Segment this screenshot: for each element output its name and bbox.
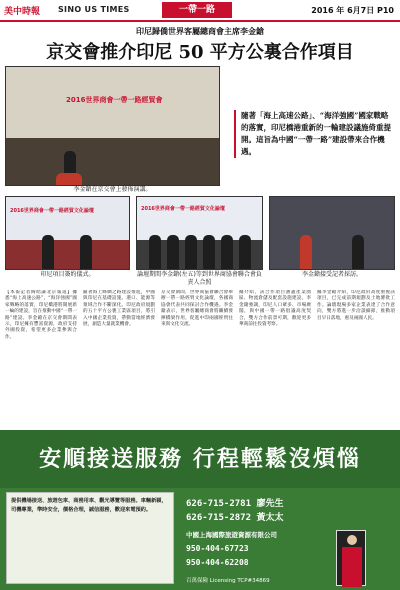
section-tab: 一帶一路 xyxy=(162,2,232,18)
date-page: 2016 年 6月7日 P10 xyxy=(311,6,394,15)
person-figure xyxy=(203,235,215,269)
ad-company: 中國上海國際旅遊資源有限公司 xyxy=(186,531,277,539)
person-figure xyxy=(42,235,54,269)
person-figure xyxy=(185,235,197,269)
person-figure xyxy=(239,235,251,269)
ad-note: 百萬保險 Licensing TCP#34869 xyxy=(186,578,270,584)
photo-signing xyxy=(5,196,130,270)
reporter-figure xyxy=(300,235,312,269)
paper-logo: 美中時報 xyxy=(4,7,41,17)
article-column: 據介紹，該合作項目涵蓋產業園區、物流倉儲及配套設施建設。李金鎗強調，印尼人口眾多、市場廣闊，與中國一帶一路倡議高度契合，雙方合作前景可期，歡迎更多華商前往投資考察。 xyxy=(239,290,311,328)
person-figure xyxy=(167,235,179,269)
pull-quote: 隨著「海上高速公路」、“海洋強國”國家戰略的落實，印尼橋港重新的一輪建設議施倚重提開。這旨為中國“一帶一路”建設帶來合作機遇。 xyxy=(234,110,394,158)
ad-description: 提供機場接送、旅遊包車、商務用車、觀光導覽等服務。車輛新穎，司機專業，準時安全，價格合理，誠信服務，歡迎來電預約。 xyxy=(6,492,174,584)
article-column: 據李金鎗介紹，印尼政府高度重視該項目，已完成前期規劃及土地審批工作。論壇現場多家企業表達了合作意向，雙方將進一步洽談細節，推動項目早日落地，惠及兩國人民。 xyxy=(317,290,395,321)
paper-name: SINO US TIMES xyxy=(58,5,130,14)
photo-speech xyxy=(5,66,220,186)
article-headline: 京交會推介印尼 50 平方公裏合作項目 xyxy=(46,42,354,63)
photo-caption: 論壇期間李金鎗(左五)等到世界商協會聯合會負責人合照 xyxy=(137,271,262,286)
photo-group xyxy=(136,196,263,270)
article-kicker: 印尼歸僑世界客屬總商會主席李金鎗 xyxy=(136,27,264,36)
photo-banner-text: 2016世界商會一帶一路經貿會 xyxy=(66,96,163,104)
photo-caption: 李金鎗在京交會上發佈演講。 xyxy=(73,186,152,193)
ad-phone: 950-404-67723 xyxy=(186,544,249,553)
ad-title: 安順接送服務 行程輕鬆沒煩惱 xyxy=(39,447,361,472)
interviewee-figure xyxy=(352,235,364,269)
article-column: 【本報記者陶昭謙北京報道】據悉“海上高速公路”，“海洋強國”國家戰略的落實，印尼橋港將開展新一輪的建設，旨在推動中國“一帶一路”建設。李金鎗在京交會期間表示，印尼擁有豐富資源，政府支持外國投資，希望更多企業參與合作。 xyxy=(5,290,77,340)
podium-flowers xyxy=(56,173,82,185)
photo-banner-text: 2016世界商會一帶一路經貿文化論壇 xyxy=(10,208,94,214)
photo-caption: 李金鎗接受記者採訪。 xyxy=(301,271,362,278)
ad-phone: 626-715-2781 廖先生 xyxy=(186,499,284,509)
photo-banner-text: 2016世界商會一帶一路經貿文化論壇 xyxy=(141,206,225,212)
masthead xyxy=(0,0,400,22)
photo-caption: 印尼項目簽約儀式。 xyxy=(40,271,95,278)
photo-interview xyxy=(269,196,395,270)
person-figure xyxy=(221,235,233,269)
advertisement xyxy=(0,430,400,590)
ad-person-photo xyxy=(336,530,366,586)
ad-phone: 950-404-62208 xyxy=(186,558,249,567)
ad-phone: 626-715-2872 黃太太 xyxy=(186,513,284,523)
person-figure xyxy=(149,235,161,269)
person-figure xyxy=(80,235,92,269)
article-column: 京交會期間，世界商協會聯合會舉辦一帶一路經貿文化論壇，各國商協會代表共同探討合作機遇。李金鎗表示，世界客屬總商會將繼續發揮橋梁作用，促進中印兩國經貿往來與文化交流。 xyxy=(161,290,233,328)
article-column: 隨著海上絲綢之路建設推進，中國與印尼在基礎設施、港口、能源等領域合作不斷深化。印尼政府規劃的五十平方公裏工業區項目，將引入中國企業投資，帶動當地經濟發展，創造大量就業機會。 xyxy=(83,290,155,328)
